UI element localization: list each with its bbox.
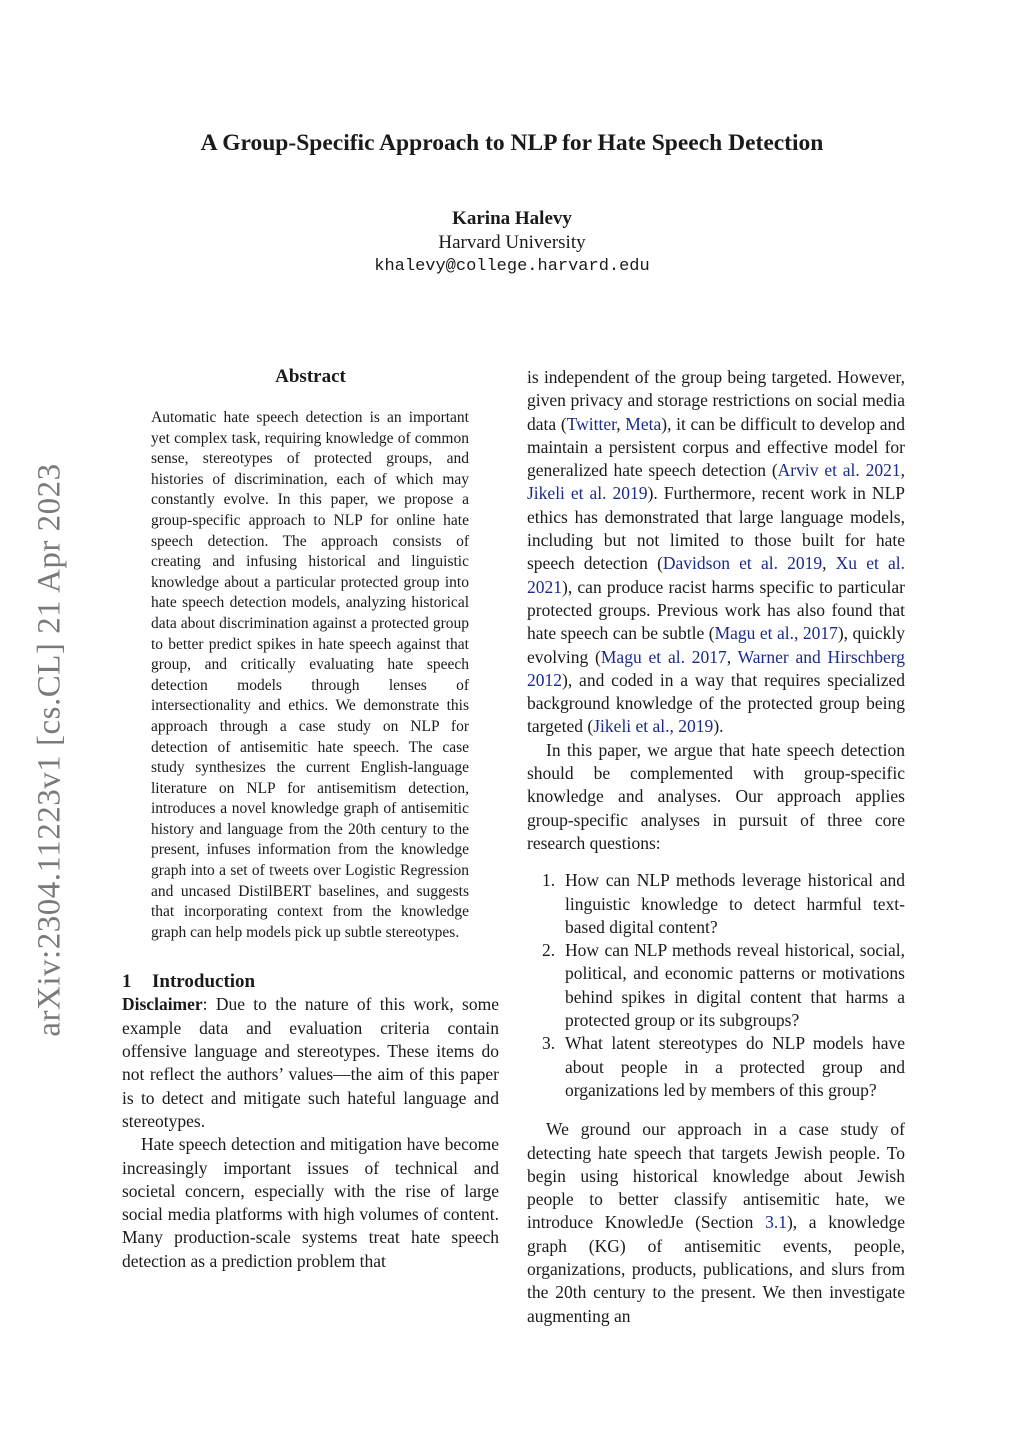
argument-paragraph: In this paper, we argue that hate speech detection should be complemented with group-specific knowledge and analyses. Our approach applies group-specific analyses in pursuit of three core research questions:	[527, 739, 905, 853]
text-run: We ground our approach in a case study of detecting hate speech that targets Jewish people. To begin using historical knowledge about Jewish people to better classify antisemitic hate, we introduce KnowledJe (Section	[527, 1119, 905, 1233]
section-number: 1	[122, 971, 132, 993]
text-run: is independent of the group being targeted. However, given privacy and storage restrictions on social media data (	[527, 367, 905, 434]
list-item-text: What latent stereotypes do NLP models have about people in a protected group and organizations led by members of this group?	[565, 1033, 905, 1100]
section-title: Introduction	[152, 971, 256, 993]
disclaimer-paragraph	[122, 993, 499, 1133]
section-ref-link[interactable]: 3.1	[765, 1212, 787, 1233]
author-email[interactable]: khalevy@college.harvard.edu	[374, 257, 650, 276]
list-item	[527, 1032, 905, 1102]
author-name: Karina Halevy	[452, 208, 572, 229]
text-run: ). Furthermore, recent work in NLP ethics has demonstrated that large language models, including but not limited to those built for hate speech detection (	[527, 483, 905, 574]
citation-link[interactable]: Twitter	[566, 413, 617, 434]
citation-link[interactable]: Arviv et al. 2021	[777, 460, 901, 481]
list-number: 1.	[542, 870, 556, 891]
citation-link[interactable]: Magu et al., 2017	[714, 623, 838, 644]
text-run: ).	[713, 716, 724, 737]
disclaimer-text: : Due to the nature of this work, some example data and evaluation criteria contain offensive language and stereotypes. These items do not reflect the authors’ values—the aim of this paper is to detect and mitigate such hateful language and stereotypes.	[122, 994, 499, 1131]
list-item	[527, 869, 905, 939]
disclaimer-label: Disclaimer	[122, 994, 203, 1015]
hate-speech-paragraph: Hate speech detection and mitigation have become increasingly important issues of technical and societal concern, especially with the rise of large social media platforms with high volumes of content. Many production-scale systems treat hate speech detection as a prediction problem that	[122, 1134, 499, 1271]
author-block	[0, 207, 1024, 279]
text-run: ), can produce racist harms specific to particular protected groups. Previous work has also found that hate speech can be subtle (	[527, 576, 905, 644]
text-run: ), and coded in a way that requires specialized background knowledge of the protected group being targeted (	[527, 669, 905, 737]
motivation-paragraph	[527, 366, 905, 739]
citation-link[interactable]: Jikeli et al. 2019	[527, 483, 648, 504]
citation-link[interactable]: Xu et al. 2021	[527, 553, 906, 597]
list-item-text: How can NLP methods reveal historical, social, political, and economic patterns or motivations behind spikes in digital content that harms a protected group or its subgroups?	[565, 940, 905, 1031]
text-run: ,	[726, 646, 738, 667]
research-questions-list	[527, 869, 905, 1102]
text-run: ,	[900, 460, 905, 481]
left-column	[122, 366, 499, 1273]
citation-link[interactable]: Davidson et al. 2019	[662, 553, 823, 574]
citation-link[interactable]: Warner and Hirschberg 2012	[527, 646, 905, 690]
abstract-heading: Abstract	[275, 366, 346, 387]
citation-link[interactable]: Magu et al. 2017	[600, 646, 727, 667]
abstract-text: Automatic hate speech detection is an important yet complex task, requiring knowledge of common sense, stereotypes of protected groups, and histories of discrimination, each of which may constantly evolve. In this paper, we propose a group-specific approach to NLP for online hate speech detection. The approach consists of creating and infusing historical and linguistic knowledge about a particular protected group into hate speech detection models, analyzing historical data about discrimination against a protected group to better predict spikes in hate speech against that group, and critically evaluating hate speech detection models through lenses of intersectionality and ethics. We demonstrate this approach through a case study on NLP for detection of antisemitic hate speech. The case study synthesizes the current English-language literature on NLP for antisemitism detection, introduces a novel knowledge graph of antisemitic history and language from the 20th century to the present, infuses information from the knowledge graph into a set of tweets over Logistic Regression and uncased DistilBERT baselines, and suggests that incorporating context from the knowledge graph can help models pick up subtle stereotypes.	[151, 409, 469, 941]
section-heading-introduction	[122, 971, 499, 993]
text-run: ), a knowledge graph (KG) of antisemitic events, people, organizations, products, publications, and slurs from the 20th century to the present. We then investigate augmenting an	[527, 1212, 905, 1326]
list-number: 2.	[542, 940, 556, 961]
case-study-paragraph	[527, 1118, 905, 1328]
list-item-text: How can NLP methods leverage historical and linguistic knowledge to detect harmful text-based digital content?	[565, 870, 905, 937]
text-run: ,	[822, 553, 836, 574]
arxiv-stamp	[30, 450, 70, 1050]
text-run: ,	[616, 413, 626, 434]
arxiv-stamp-text: arXiv:2304.11223v1 [cs.CL] 21 Apr 2023	[31, 463, 68, 1037]
author-affiliation: Harvard University	[438, 232, 586, 253]
right-column	[527, 366, 905, 1328]
list-number: 3.	[542, 1033, 556, 1054]
text-run: ), it can be difficult to develop and maintain a persistent corpus and effective model for generalized hate speech detection (	[527, 413, 906, 481]
citation-link[interactable]: Jikeli et al., 2019	[593, 716, 714, 737]
list-item	[527, 939, 905, 1032]
paper-title: A Group-Specific Approach to NLP for Hate Speech Detection	[200, 130, 824, 156]
text-run: ), quickly evolving (	[527, 623, 905, 667]
citation-link[interactable]: Meta	[625, 413, 662, 434]
